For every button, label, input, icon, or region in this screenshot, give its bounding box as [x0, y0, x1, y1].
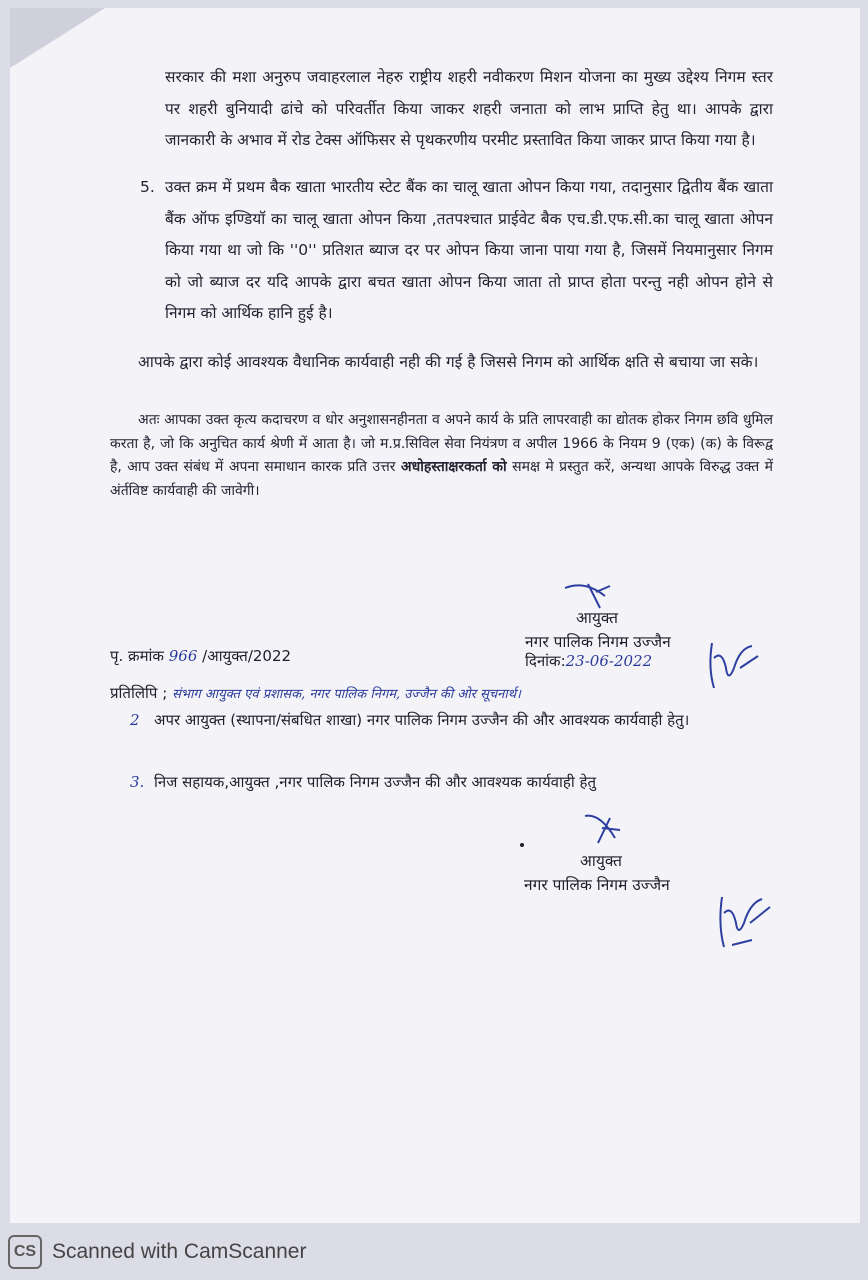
camscanner-footer [8, 1235, 306, 1269]
date-label: दिनांक: [525, 652, 566, 670]
copy-to-label: प्रतिलिपि [110, 684, 158, 702]
signature-1 [700, 628, 765, 708]
copy-item-1-number: ; [162, 684, 168, 702]
copy-item-2 [130, 705, 770, 736]
conclusion-paragraph [110, 409, 773, 503]
copy-item-1-handwritten: संभाग आयुक्त एवं प्रशासक, नगर पालिक निगम, उज्जैन की ओर सूचनार्थ। [172, 687, 521, 702]
reference-prefix: पृ. क्रमांक [110, 647, 164, 665]
point-5-paragraph: उक्त क्रम में प्रथम बैक खाता भारतीय स्टेट बैंक का चालू खाता ओपन किया गया, तदानुसार द्वितीय बैंक खाता बैंक ऑफ इण्डियॉ का चालू खाता ओपन किया ,ततपश्चात प्राईवेट बैक एच.डी.एफ.सी.का चालू खाता ओपन किया गया था जो कि ''0'' प्रतिशत ब्याज दर पर ओपन किया जाना पाया गया है, जिसमें नियमानुसार निगम को जो ब्याज दर यदि आपके द्वारा बचत खाता ओपन किया जाता तो प्राप्त होता परन्तु नही ओपन होने से निगम को आर्थिक हानि हुई है। [165, 178, 773, 322]
reference-number [110, 646, 291, 666]
copy-to-line [110, 683, 521, 703]
conclusion-bold: अधोहस्ताक्षरकर्ता को [400, 459, 507, 475]
copy-item-2-text: अपर आयुक्त (स्थापना/संबधित शाखा) नगर पालिक निगम उज्जैन की और आवश्यक कार्यवाही हेतु। [154, 711, 690, 729]
initial-mark-2 [580, 808, 630, 853]
copy-item-2-number: 2 [130, 711, 140, 729]
signature-2-title: आयुक्त [580, 852, 622, 870]
ink-dot [520, 843, 524, 847]
signature-1-title: आयुक्त [576, 609, 618, 627]
copy-item-3-text: निज सहायक,आयुक्त ,नगर पालिक निगम उज्जैन की और आवश्यक कार्यवाही हेतु [154, 773, 596, 791]
conclusion-text-b: समक्ष मे प्रस्तुत करें, अन्यथा आपके विरुद्ध उक्त में अंर्तविष्ट कार्यवाही की जावेगी। [110, 459, 774, 499]
conclusion-text-a: अतः आपका उक्त कृत्य कदाचरण व धोर अनुशासनहीनता व अपने कार्य के प्रति लापरवाही का द्योतक होकर निगम छवि धुमिल करता है, जो कि अनुचित कार्य श्रेणी में आता है। जो म.प्र.सिविल सेवा नियंत्रण व अपील 1966 के नियम 9 (एक) (क) के विरूद्व है, आप उक्त संबंध में अपना समाधान कारक प्रति उत्तर [110, 412, 773, 475]
copy-item-3 [130, 767, 770, 798]
signature-1-org: नगर पालिक निगम उज्जैन [525, 633, 671, 651]
intro-paragraph: सरकार की मशा अनुरुप जवाहरलाल नेहरु राष्ट्रीय शहरी नवीकरण मिशन योजना का मुख्य उद्देश्य निगम स्तर पर शहरी बुनियादी ढांचे को परिवर्तीत किया जाकर शहरी जनाता को लाभ प्राप्ति हेतु था। आपके द्वारा जानकारी के अभाव में रोड टेक्स ऑफिसर से पृथकरणीय परमीट प्रस्तावित किया जाकर प्राप्त किया गया है। [165, 68, 773, 149]
date-value: 23-06-2022 [565, 652, 653, 670]
page-fold-corner [10, 8, 105, 68]
signature-2-org: नगर पालिक निगम उज्जैन [524, 876, 670, 894]
action-paragraph: आपके द्वारा कोई आवश्यक वैधानिक कार्यवाही नही की गई है जिससे निगम को आर्थिक क्षति से बचाया जा सके। [138, 353, 759, 371]
point-5-number: 5. [140, 178, 155, 196]
copy-item-3-number: 3. [130, 773, 145, 791]
camscanner-text: Scanned with CamScanner [52, 1240, 307, 1263]
camscanner-logo: CS [8, 1235, 42, 1269]
reference-handwritten-number: 966 [168, 647, 198, 665]
reference-suffix: /आयुक्त/2022 [202, 647, 292, 665]
date-line [525, 651, 652, 671]
signature-2 [712, 885, 782, 960]
